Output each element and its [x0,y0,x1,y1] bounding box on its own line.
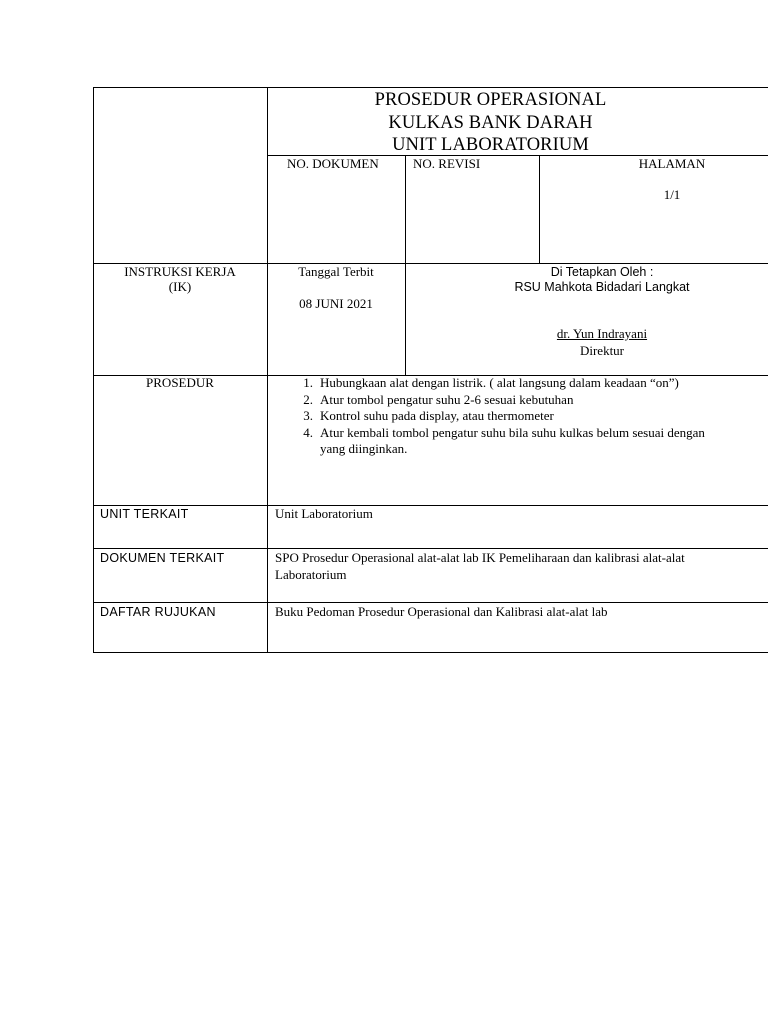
step-number: 2. [303,391,313,407]
label-column-divider [267,87,268,653]
table-border-bottom [93,652,768,653]
prosedur-row-bottom [93,505,768,506]
unit-row-bottom [93,548,768,549]
no-dokumen-label: NO. DOKUMEN [287,156,379,171]
document-title-line-2: KULKAS BANK DARAH [388,113,593,133]
step-number: 1. [303,375,313,390]
list-item [293,392,768,409]
list-item [293,408,768,425]
list-item [293,375,768,392]
daftar-rujukan-label: DAFTAR RUJUKAN [100,605,216,619]
step-number: 4. [303,424,313,440]
unit-terkait-value: Unit Laboratorium [275,506,373,521]
step-text: Kontrol suhu pada display, atau thermometer [320,408,554,423]
prosedur-steps [293,375,768,458]
document-title-line-3: UNIT LABORATORIUM [392,135,589,155]
signer-name: dr. Yun Indrayani [556,326,648,341]
instruksi-kerja-label: INSTRUKSI KERJA [124,264,236,279]
table-border-top [93,87,768,88]
step-text: Atur tombol pengatur suhu 2-6 sesuai kebutuhan [320,391,574,407]
ditetapkan-oleh-label: Di Tetapkan Oleh : [550,265,654,279]
revisi-halaman-divider [539,155,540,263]
document-title-line-1: PROSEDUR OPERASIONAL [374,90,607,110]
step-number: 3. [303,408,313,423]
unit-terkait-label: UNIT TERKAIT [100,507,189,521]
no-revisi-label: NO. REVISI [413,156,481,171]
dokumen-terkait-value-line-2: Laboratorium [275,567,347,582]
tanggal-terbit-value: 08 JUNI 2021 [299,296,373,311]
step-text-continuation: yang diinginkan. [320,441,408,456]
list-item-continuation [293,441,768,458]
halaman-value: 1/1 [663,187,681,202]
table-border-left [93,87,94,653]
tanggal-terbit-label: Tanggal Terbit [298,264,374,279]
step-text: Atur kembali tombol pengatur suhu bila suhu kulkas belum sesuai dengan [320,424,705,440]
halaman-label: HALAMAN [638,156,706,171]
step-text: Hubungkaan alat dengan listrik. ( alat langsung dalam keadaan “on”) [320,375,679,390]
procedure-table [93,87,768,653]
prosedur-label: PROSEDUR [146,375,214,390]
list-item [293,425,768,442]
institution-name: RSU Mahkota Bidadari Langkat [514,280,690,294]
instruksi-kerja-abbrev: (IK) [168,279,192,294]
dokumen-terkait-value-line-1: SPO Prosedur Operasional alat-alat lab IK Pemeliharaan dan kalibrasi alat-alat [275,550,685,565]
dokumen-terkait-label: DOKUMEN TERKAIT [100,551,225,565]
daftar-rujukan-value: Buku Pedoman Prosedur Operasional dan Kalibrasi alat-alat lab [275,604,608,619]
signer-title: Direktur [579,343,625,358]
dokumen-row-bottom [93,602,768,603]
